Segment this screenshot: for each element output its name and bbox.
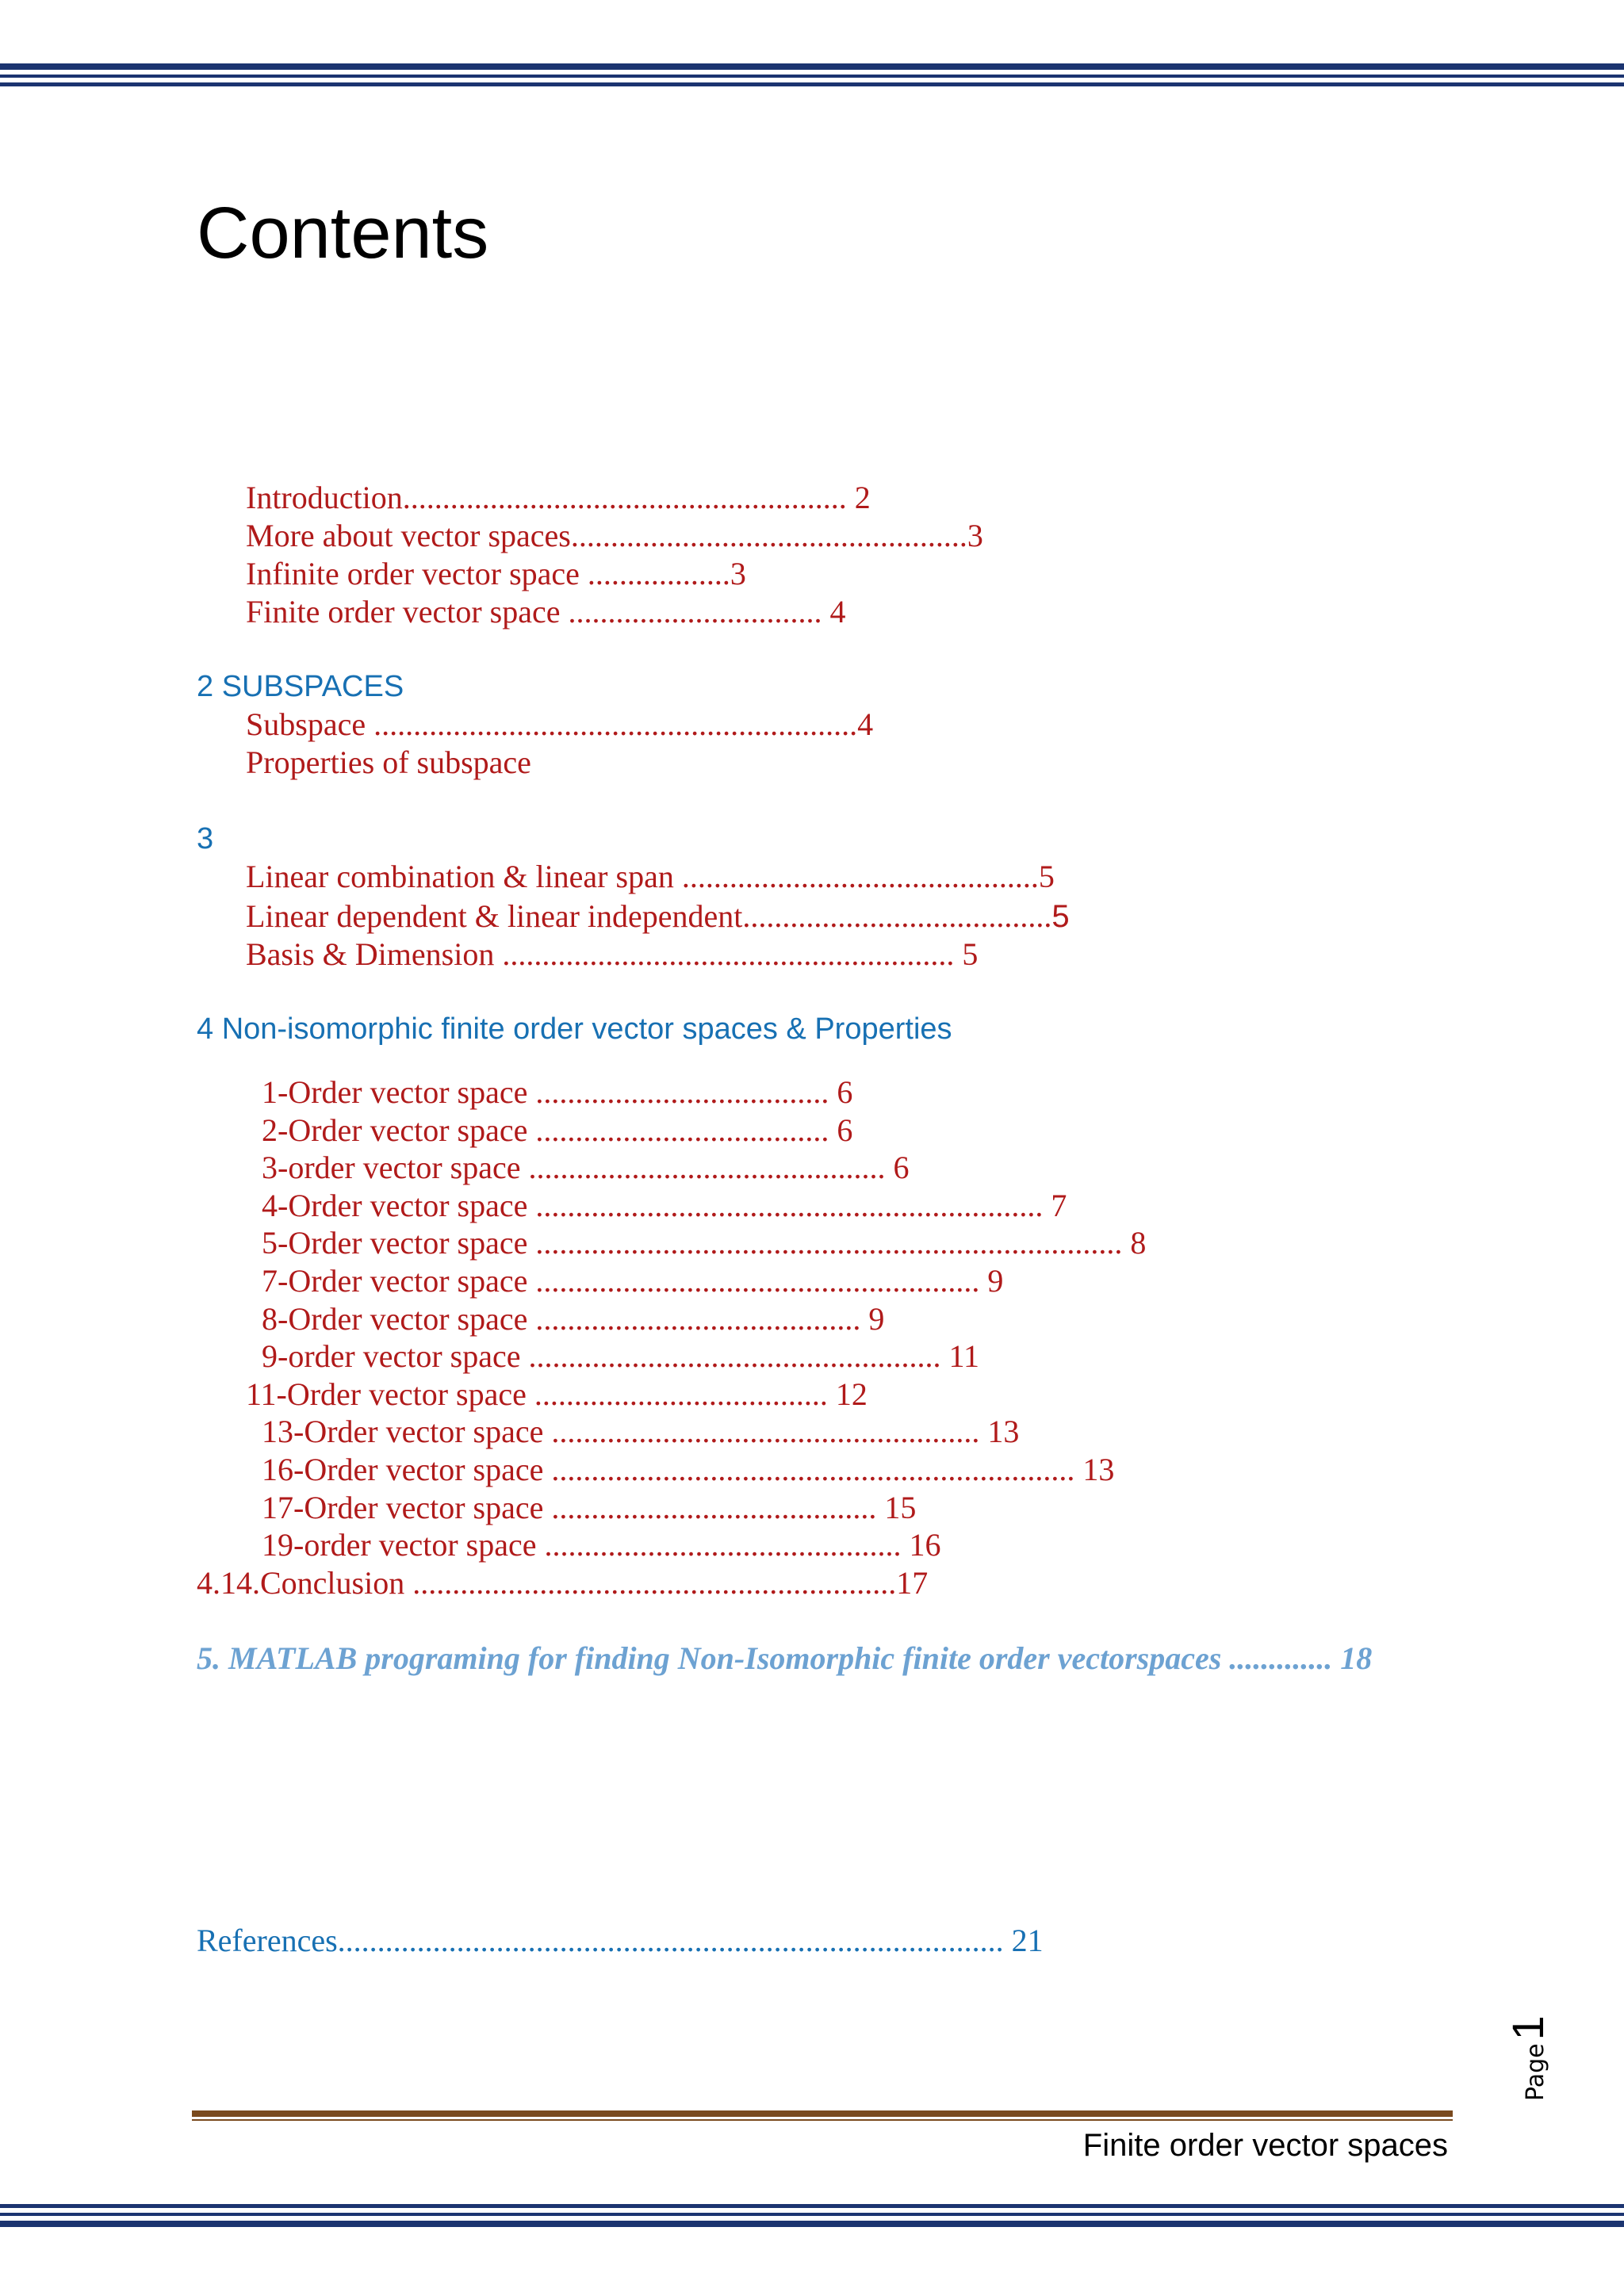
toc-section-subspaces[interactable]: 2 SUBSPACES: [197, 670, 404, 703]
toc-entry-8-order[interactable]: 8-Order vector space ......................................... 9: [262, 1301, 885, 1337]
toc-entry-17-order[interactable]: 17-Order vector space ......................................... 15: [262, 1490, 917, 1525]
toc-section-3[interactable]: 3: [197, 822, 214, 855]
toc-entry-linear-dependent-text: Linear dependent & linear independent.......................................: [246, 898, 1052, 934]
page-title: Contents: [197, 193, 489, 274]
footer-rule: [192, 2110, 1453, 2121]
page-number-tag: [1502, 2015, 1581, 2101]
toc-entry-11-order[interactable]: 11-Order vector space ..................................... 12: [246, 1376, 868, 1412]
toc-entry-5-order[interactable]: 5-Order vector space .......................................................................... 8: [262, 1225, 1147, 1261]
toc-entry-properties-of-subspace[interactable]: Properties of subspace: [246, 744, 531, 780]
toc-entry-subspace[interactable]: Subspace .............................................................4: [246, 706, 874, 742]
toc-entry-infinite-order-vector-space[interactable]: Infinite order vector space ..................3: [246, 556, 746, 591]
page-number: 1: [1503, 2015, 1553, 2041]
page-label: Page: [1522, 2043, 1549, 2101]
toc-entry-matlab[interactable]: 5. MATLAB programing for finding Non-Isomorphic finite order vectorspaces ............. 18: [197, 1640, 1373, 1676]
toc-entry-9-order[interactable]: 9-order vector space .................................................... 11: [262, 1338, 979, 1374]
toc-entry-finite-order-vector-space[interactable]: Finite order vector space ................................ 4: [246, 594, 846, 629]
toc-entry-4-order[interactable]: 4-Order vector space ................................................................ 7: [262, 1188, 1067, 1223]
toc-entry-19-order[interactable]: 19-order vector space ............................................. 16: [262, 1527, 941, 1563]
toc-entry-introduction[interactable]: Introduction........................................................ 2: [246, 480, 871, 515]
toc-entry-references[interactable]: References.................................................................................... 21: [197, 1923, 1044, 1958]
toc-section-non-isomorphic[interactable]: 4 Non-isomorphic finite order vector spaces & Properties: [197, 1012, 952, 1046]
toc-entry-linear-dependent[interactable]: [246, 897, 1070, 936]
toc-entry-16-order[interactable]: 16-Order vector space .................................................................. 13: [262, 1452, 1115, 1487]
toc-entry-conclusion[interactable]: 4.14.Conclusion .............................................................17: [197, 1565, 929, 1601]
toc-entry-3-order[interactable]: 3-order vector space ............................................. 6: [262, 1150, 910, 1185]
toc-entry-13-order[interactable]: 13-Order vector space ...................................................... 13: [262, 1414, 1020, 1449]
toc-entry-1-order[interactable]: 1-Order vector space ..................................... 6: [262, 1074, 853, 1110]
toc-entry-linear-combination[interactable]: Linear combination & linear span .............................................5: [246, 859, 1055, 894]
toc-entry-more-about-vector-spaces[interactable]: More about vector spaces..................................................3: [246, 518, 983, 553]
toc-entry-2-order[interactable]: 2-Order vector space ..................................... 6: [262, 1112, 853, 1148]
running-title: Finite order vector spaces: [1082, 2128, 1448, 2163]
toc-entry-linear-dependent-page: 5: [1051, 899, 1070, 934]
toc-entry-7-order[interactable]: 7-Order vector space ........................................................ 9: [262, 1263, 1004, 1299]
toc-entry-basis-dimension[interactable]: Basis & Dimension ......................................................... 5: [246, 936, 979, 972]
